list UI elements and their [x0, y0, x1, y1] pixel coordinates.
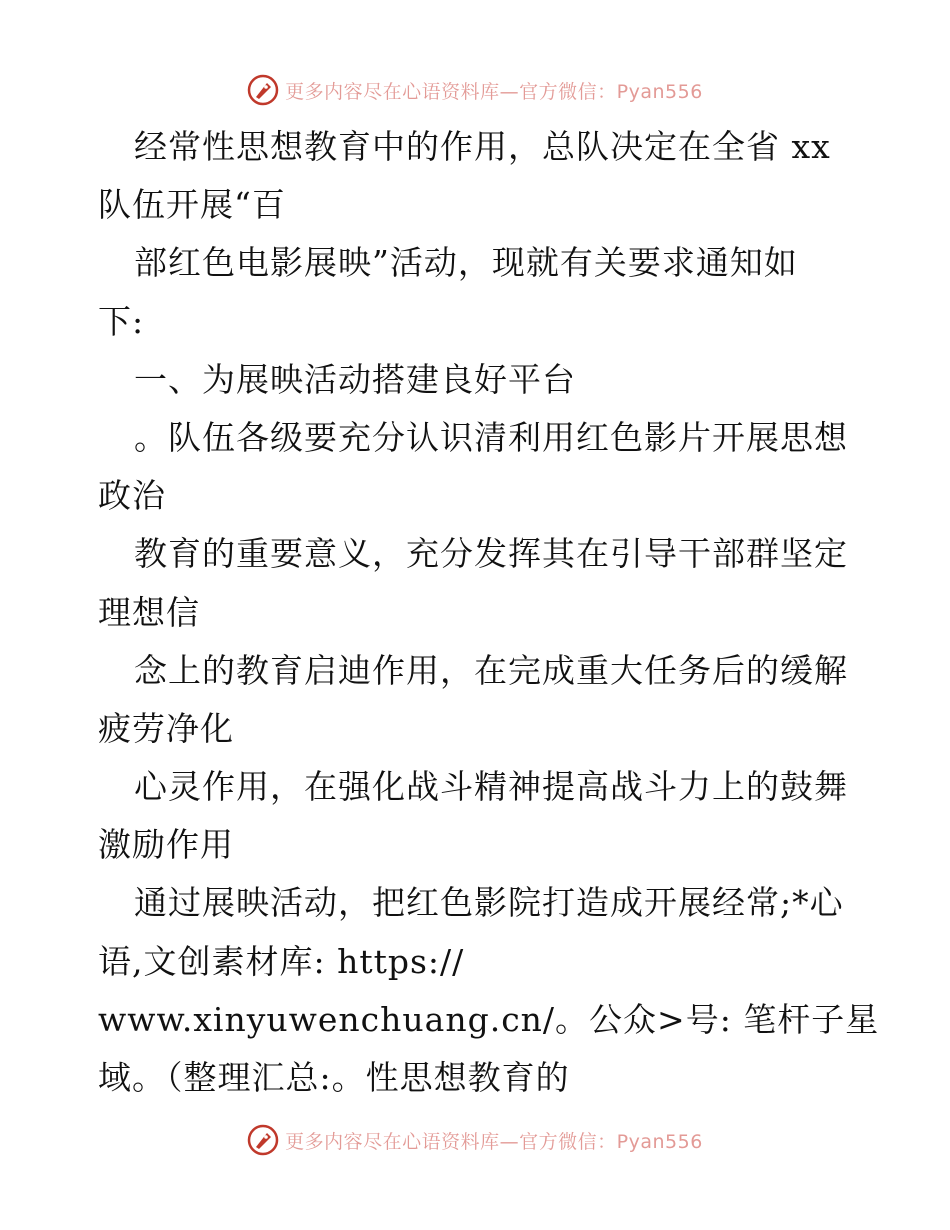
text-line: 心灵作用，在强化战斗精神提高战斗力上的鼓舞	[134, 767, 848, 807]
text-line: 疲劳净化	[98, 708, 234, 748]
pen-nib-icon	[247, 74, 279, 106]
text-line: 激励作用	[98, 825, 234, 865]
text-line: 教育的重要意义，充分发挥其在引导干部群坚定	[134, 534, 848, 574]
text-line: 队伍开展“百	[98, 185, 286, 225]
section-heading: 一、为展映活动搭建良好平台	[134, 359, 576, 399]
watermark-text: 更多内容尽在心语资料库—官方微信：Pyan556	[285, 80, 703, 103]
text-line: www.xinyuwenchuang.cn/。公众>号: 笔杆子星	[98, 999, 880, 1039]
text-line: 经常性思想教育中的作用，总队决定在全省 xx	[134, 127, 831, 166]
text-line: 理想信	[98, 592, 200, 632]
text-line: 。队伍各级要充分认识清利用红色影片开展思想	[134, 417, 848, 457]
text-line: 念上的教育启迪作用，在完成重大任务后的缓解	[134, 650, 848, 690]
document-body	[98, 118, 880, 1107]
pen-nib-icon	[247, 1124, 279, 1156]
watermark-text: 更多内容尽在心语资料库—官方微信：Pyan556	[285, 1130, 703, 1153]
header-watermark	[0, 70, 950, 110]
text-line: 政治	[98, 476, 166, 516]
text-line: 通过展映活动，把红色影院打造成开展经常;*心	[134, 883, 844, 923]
text-line: 部红色电影展映”活动，现就有关要求通知如	[134, 243, 798, 283]
text-line: 下:	[98, 301, 145, 341]
footer-watermark	[0, 1120, 950, 1160]
text-line: 域。（整理汇总:。性思想教育的	[98, 1058, 570, 1097]
text-line: 语,文创素材库: https://	[98, 941, 465, 981]
